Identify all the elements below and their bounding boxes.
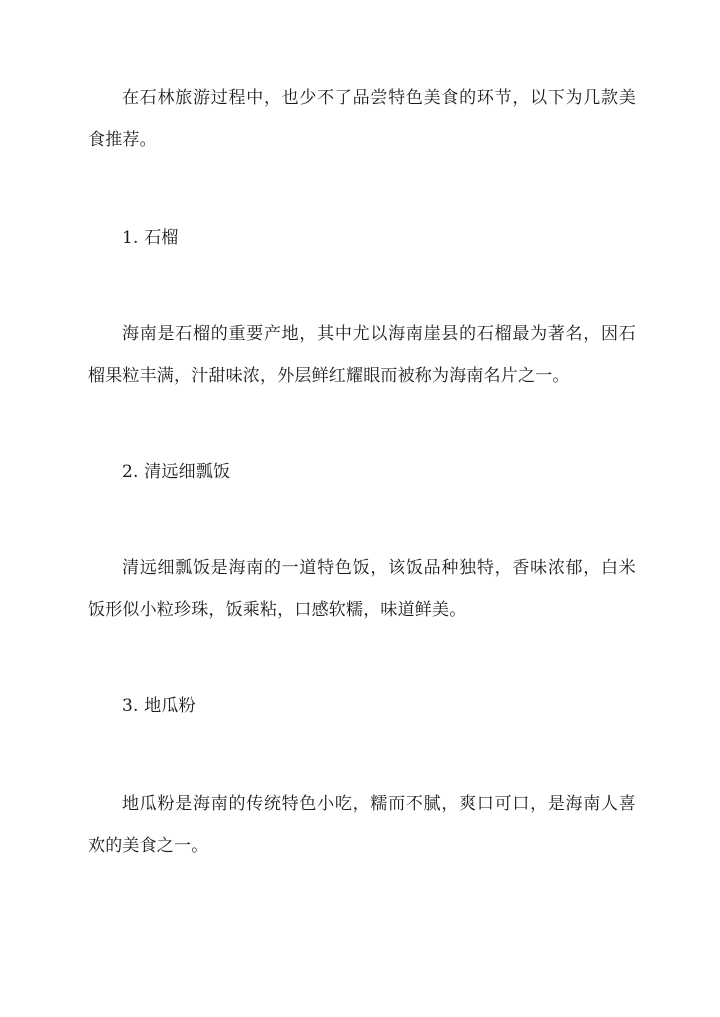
- section-body-pomegranate: 海南是石榴的重要产地，其中尤以海南崖县的石榴最为著名，因石榴果粒丰满，汁甜味浓，外层鲜红耀眼而被称为海南名片之一。: [88, 324, 636, 386]
- section-body-qingyuan-rice: 清远细瓢饭是海南的一道特色饭，该饭品种独特，香味浓郁，白米饭形似小粒珍珠，饭乘粘，口感软糯，味道鲜美。: [88, 558, 636, 620]
- intro-paragraph: 在石林旅游过程中，也少不了品尝特色美食的环节，以下为几款美食推荐。: [88, 88, 636, 150]
- section-heading-sweet-potato-noodles: 3. 地瓜粉: [122, 696, 196, 716]
- section-body-sweet-potato-noodles: 地瓜粉是海南的传统特色小吃，糯而不腻，爽口可口，是海南人喜欢的美食之一。: [88, 794, 636, 856]
- section-heading-pomegranate: 1. 石榴: [122, 228, 179, 248]
- section-heading-qingyuan-rice: 2. 清远细瓢饭: [122, 462, 231, 482]
